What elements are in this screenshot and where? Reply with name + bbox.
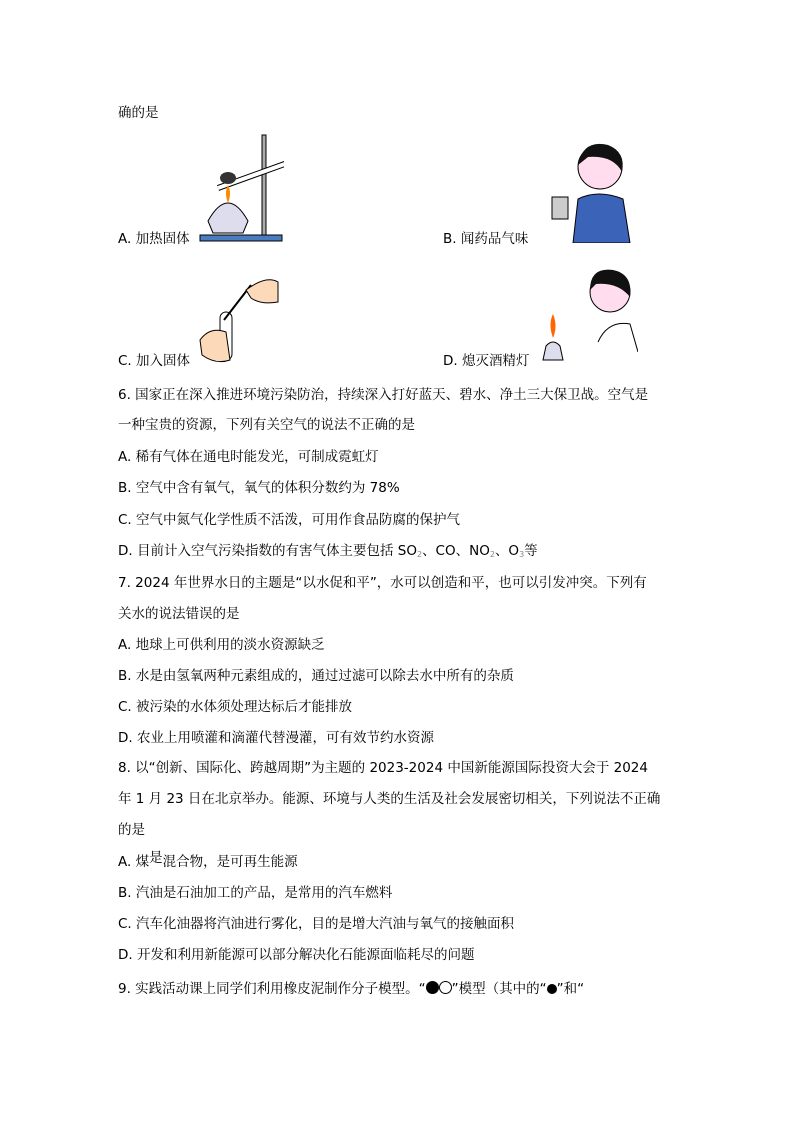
q8-option-a — [118, 850, 298, 871]
q8-option-d: D. 开发和利用新能源可以部分解决化石能源面临耗尽的问题 — [118, 947, 475, 963]
q5-option-d: D. 熄灭酒精灯 — [443, 353, 530, 369]
black-atom-icon — [547, 984, 557, 994]
q7-option-c: C. 被污染的水体须处理达标后才能排放 — [118, 699, 353, 715]
text: 、CO、NO — [422, 543, 490, 559]
text: 混合物，是可再生能源 — [162, 854, 298, 870]
q5-stem-tail: 确的是 — [118, 105, 159, 121]
q6-stem-line2: 一种宝贵的资源，下列有关空气的说法不正确的是 — [118, 417, 415, 433]
q8-stem-line1: 8. 以“创新、国际化、跨越周期”为主题的 2023-2024 中国新能源国际投资大会于 2024 — [118, 760, 648, 776]
text: 等 — [524, 543, 538, 559]
q8-stem-line3: 的是 — [118, 822, 145, 838]
text: ”模型（其中的“ — [451, 981, 547, 997]
subscript: 2 — [489, 550, 495, 559]
q7-stem-line1: 7. 2024 年世界水日的主题是“以水促和平”，水可以创造和平，也可以引发冲突。下列有 — [118, 575, 647, 591]
q8-option-c: C. 汽车化油器将汽油进行雾化，目的是增大汽油与氧气的接触面积 — [118, 916, 515, 932]
text: A. 煤 — [118, 854, 150, 870]
text: D. 目前计入空气污染指数的有害气体主要包括 SO — [118, 543, 417, 559]
q7-stem-line2: 关水的说法错误的是 — [118, 606, 240, 622]
q6-option-a: A. 稀有气体在通电时能发光，可制成霓虹灯 — [118, 449, 379, 465]
q8-stem-line2: 年 1 月 23 日在北京举办。能源、环境与人类的生活及社会发展密切相关，下列说法不正确 — [118, 791, 661, 807]
blowing-out-alcohol-lamp-girl-icon — [538, 262, 638, 366]
q7-option-d: D. 农业上用喷灌和滴灌代替漫灌，可有效节约水资源 — [118, 730, 434, 746]
q6-option-c: C. 空气中氮气化学性质不活泼，可用作食品防腐的保护气 — [118, 512, 461, 528]
q6-option-b: B. 空气中含有氧气，氧气的体积分数约为 78% — [118, 480, 400, 496]
text: ”和“ — [556, 981, 585, 997]
q6-option-d — [118, 542, 538, 564]
q7-option-b: B. 水是由氢氧两种元素组成的，通过过滤可以除去水中所有的杂质 — [118, 668, 514, 684]
subscript: 2 — [416, 550, 423, 559]
text: 是 — [149, 850, 163, 866]
text: 9. 实践活动课上同学们利用橡皮泥制作分子模型。“ — [118, 981, 426, 997]
heating-solid-apparatus-icon — [198, 133, 284, 243]
smelling-chemical-boy-icon — [538, 137, 633, 243]
q5-option-b: B. 闻药品气味 — [443, 231, 529, 247]
black-atom-icon — [426, 981, 439, 994]
q9-stem-line1 — [118, 980, 584, 998]
subscript: 3 — [519, 550, 525, 559]
q5-option-a: A. 加热固体 — [118, 231, 190, 247]
text: 、O — [494, 543, 520, 559]
q7-option-a: A. 地球上可供利用的淡水资源缺乏 — [118, 637, 325, 653]
q5-option-c: C. 加入固体 — [118, 353, 191, 369]
q6-stem-line1: 6. 国家正在深入推进环境污染防治，持续深入打好蓝天、碧水、净土三大保卫战。空气是 — [118, 387, 649, 403]
white-atom-icon — [439, 981, 452, 994]
adding-solid-test-tube-icon — [196, 270, 280, 366]
q8-option-b: B. 汽油是石油加工的产品，是常用的汽车燃料 — [118, 885, 393, 901]
